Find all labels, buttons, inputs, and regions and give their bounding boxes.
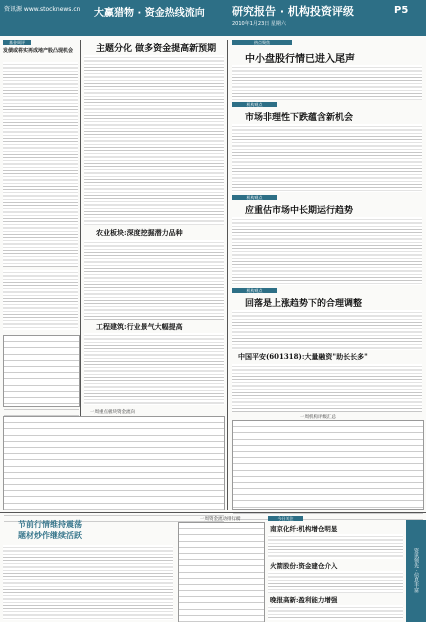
bottom-right-text-3	[268, 605, 403, 620]
right-headline-1: 中小盘股行情已进入尾声	[245, 54, 355, 65]
bottom-left-headline: 节前行情维持震荡	[18, 519, 82, 529]
sector-flow-table	[3, 416, 225, 510]
bottom-right-text-2	[268, 571, 403, 593]
left-data-table	[3, 335, 80, 407]
column-rule-2	[227, 40, 228, 510]
right-headline-2: 市场非理性下跌蕴含新机会	[245, 113, 354, 123]
rating-table	[232, 420, 424, 510]
mid-article-text	[84, 55, 224, 225]
bottom-right-text-1	[268, 534, 403, 559]
mid-subheadline-construction: 工程建筑:行业景气大幅提高	[96, 322, 183, 331]
table-row	[233, 514, 423, 520]
right-headline-5: 中国平安(601318):大量融资"助长长多"	[238, 352, 368, 361]
right-article-1	[232, 65, 422, 100]
fund-rank-title: 一周资金流动排行榜	[200, 517, 241, 522]
fund-rank-table	[178, 522, 265, 622]
bottom-right-headline-1: 南京化纤:机构增仓明显	[270, 525, 338, 533]
right-tag-3: 机构观点	[232, 195, 277, 200]
mid-headline: 主题分化 做多资金提高新预期	[96, 44, 217, 54]
section-title: 研究报告 · 机构投资评级	[232, 5, 354, 18]
section-brand: 大赢猎物 · 资金热线流向	[94, 8, 205, 19]
mid-article-text-3	[84, 333, 224, 405]
bottom-right-tag: 今日关注	[268, 516, 303, 521]
bottom-right-headline-2: 火箭股份:资金建仓介入	[270, 562, 338, 570]
bottom-right-headline-3: 晚报高新:盈利能力增强	[270, 596, 338, 604]
bottom-rule	[0, 512, 426, 513]
left-article-text	[3, 62, 78, 267]
rating-table-title: 一周机构评级汇总	[300, 415, 336, 420]
bottom-left-headline-2: 题材炒作继续活跃	[18, 530, 82, 540]
right-tag-2: 机构观点	[232, 102, 277, 107]
right-headline-3: 应重估市场中长期运行趋势	[245, 206, 354, 216]
left-tag: 基金周评	[3, 40, 31, 45]
bottom-left-text	[3, 545, 173, 620]
mid-subheadline-agri: 农业板块:深度挖掘潜力品种	[96, 228, 183, 237]
right-tag-1: 热点聚焦	[232, 40, 292, 45]
right-article-4	[232, 310, 422, 350]
page-header	[0, 0, 426, 36]
left-article-text-2	[3, 270, 78, 330]
site-url[interactable]: 资讯源 www.stocknews.cn	[4, 6, 81, 13]
issue-date: 2010年1月23日 星期六	[232, 21, 286, 27]
side-banner-text: 资讯领先 · 信息丰富	[413, 548, 419, 593]
right-article-2	[232, 124, 422, 192]
page-number: P5	[394, 5, 409, 16]
right-headline-4: 回落是上涨趋势下的合理调整	[245, 299, 363, 309]
right-article-3	[232, 217, 422, 285]
mid-article-text-2	[84, 240, 224, 320]
right-article-5	[232, 364, 422, 412]
right-tag-4: 机构观点	[232, 288, 277, 293]
sector-flow-title: 一周重点板块资金流向	[90, 410, 135, 415]
left-headline: 发债或将实再成地产股凸现机会	[3, 48, 74, 54]
